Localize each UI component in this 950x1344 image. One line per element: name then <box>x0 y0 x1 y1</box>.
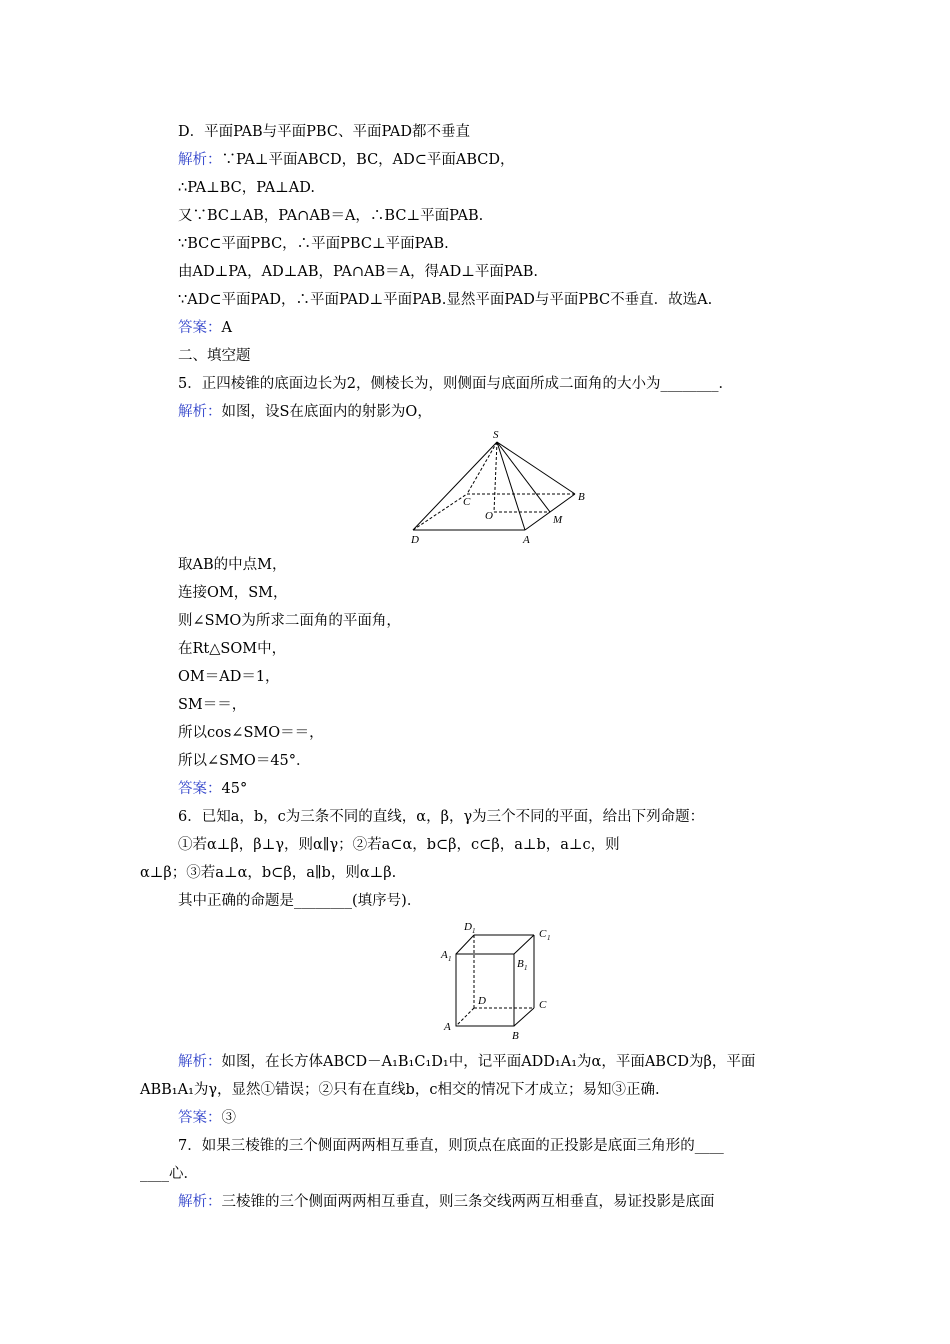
line-text: D．平面PAB与平面PBC、平面PAD都不垂直 <box>178 124 470 140</box>
text-line <box>178 346 251 366</box>
label-S: S <box>493 429 499 441</box>
cuboid-figure <box>436 918 566 1043</box>
label-B: B <box>578 491 585 503</box>
line-text: ∵AD⊂平面PAD，∴平面PAD⊥平面PAB.显然平面PAD与平面PBC不垂直．故选A. <box>178 292 713 308</box>
text-line <box>178 751 311 771</box>
label: 答案： <box>178 1110 222 1126</box>
line-text: 连接OM，SM， <box>178 585 288 601</box>
text-line <box>178 667 280 687</box>
text-line <box>178 891 421 911</box>
text-line <box>178 1136 724 1156</box>
line-text: OM＝AD＝1， <box>178 669 280 685</box>
label: 解析： <box>178 1194 222 1210</box>
label-M: M <box>553 514 563 526</box>
label-D1: D <box>464 921 472 933</box>
text-line <box>178 1192 715 1212</box>
label-B1: B <box>517 958 524 970</box>
text-line <box>178 206 483 226</box>
line-text: α⊥β；③若a⊥α，b⊂β，a∥b，则α⊥β. <box>140 865 397 881</box>
line-text: 如图，设S在底面内的射影为O， <box>221 404 432 420</box>
text-line <box>140 1164 198 1184</box>
line-text: 6．已知a，b，c为三条不同的直线，α，β，γ为三个不同的平面，给出下列命题： <box>178 809 705 825</box>
line-text: 则∠SMO为所求二面角的平面角， <box>178 613 401 629</box>
text-line <box>178 150 515 170</box>
line-text: ③ <box>221 1110 236 1126</box>
text-line <box>178 1052 755 1072</box>
line-text: 7．如果三棱锥的三个侧面两两相互垂直，则顶点在底面的正投影是底面三角形的____ <box>178 1138 724 1154</box>
line-text: SM＝＝， <box>178 697 247 713</box>
label: 解析： <box>178 1054 222 1070</box>
line-text: 所以∠SMO＝45°． <box>178 753 311 769</box>
label-B1-sub: 1 <box>524 964 528 972</box>
line-text: ____心． <box>140 1166 198 1182</box>
line-text: 二、填空题 <box>178 348 251 364</box>
text-line <box>178 318 232 338</box>
line-text: ①若α⊥β，β⊥γ，则α∥γ；②若a⊂α，b⊂β，c⊂β，a⊥b，a⊥c，则 <box>178 837 620 853</box>
line-text: 在Rt△SOM中， <box>178 641 287 657</box>
label: 答案： <box>178 781 222 797</box>
line-text: 三棱锥的三个侧面两两相互垂直，则三条交线两两互相垂直，易证投影是底面 <box>221 1194 715 1210</box>
line-text: ∵BC⊂平面PBC，∴平面PBC⊥平面PAB. <box>178 236 449 252</box>
label-A1-sub: 1 <box>448 955 452 963</box>
label: 解析： <box>178 152 222 168</box>
line-text: ∴PA⊥BC，PA⊥AD. <box>178 180 315 196</box>
text-line <box>178 835 620 855</box>
text-line <box>178 290 712 310</box>
text-line <box>178 695 246 715</box>
text-line <box>178 639 286 659</box>
label-D: D <box>478 995 486 1007</box>
text-line <box>178 122 470 142</box>
line-text: 所以cos∠SMO＝＝， <box>178 725 324 741</box>
text-line <box>178 555 286 575</box>
line-text: 5．正四棱锥的底面边长为2，侧棱长为，则侧面与底面所成二面角的大小为________． <box>178 376 733 392</box>
label: 答案： <box>178 320 222 336</box>
line-text: 又∵BC⊥AB，PA∩AB＝A，∴BC⊥平面PAB. <box>178 208 484 224</box>
label-D: D <box>411 534 419 546</box>
pyramid-figure <box>405 428 595 548</box>
text-line <box>178 723 324 743</box>
text-line <box>178 262 538 282</box>
label-A: A <box>444 1021 451 1033</box>
text-line <box>178 583 288 603</box>
label-A1: A <box>441 949 448 961</box>
line-text: A <box>221 320 232 336</box>
label-A: A <box>523 534 530 546</box>
line-text: ∵PA⊥平面ABCD，BC，AD⊂平面ABCD， <box>221 152 515 168</box>
text-line <box>178 402 432 422</box>
line-text: 如图，在长方体ABCD－A₁B₁C₁D₁中，记平面ADD₁A₁为α，平面ABCD为β，平面 <box>221 1054 756 1070</box>
text-line <box>178 178 315 198</box>
line-text: 由AD⊥PA，AD⊥AB，PA∩AB＝A，得AD⊥平面PAB. <box>178 264 539 280</box>
label-C1: C <box>539 928 547 940</box>
text-line <box>178 234 449 254</box>
label-C1-sub: 1 <box>547 934 551 942</box>
line-text: 取AB的中点M， <box>178 557 287 573</box>
label-O: O <box>485 510 493 522</box>
label-B: B <box>512 1030 519 1042</box>
line-text: 45° <box>221 781 248 797</box>
line-text: ABB₁A₁为γ，显然①错误；②只有在直线b，c相交的情况下才成立；易知③正确. <box>140 1082 660 1098</box>
text-line <box>178 779 247 799</box>
label-D1-sub: 1 <box>472 927 476 935</box>
text-line <box>178 807 704 827</box>
label: 解析： <box>178 404 222 420</box>
line-text: 其中正确的命题是________(填序号)． <box>178 893 422 909</box>
text-line <box>178 611 401 631</box>
text-line <box>178 1108 236 1128</box>
label-C: C <box>539 999 547 1011</box>
text-line <box>178 374 733 394</box>
text-line <box>140 1080 660 1100</box>
text-line <box>140 863 396 883</box>
label-C: C <box>463 496 471 508</box>
